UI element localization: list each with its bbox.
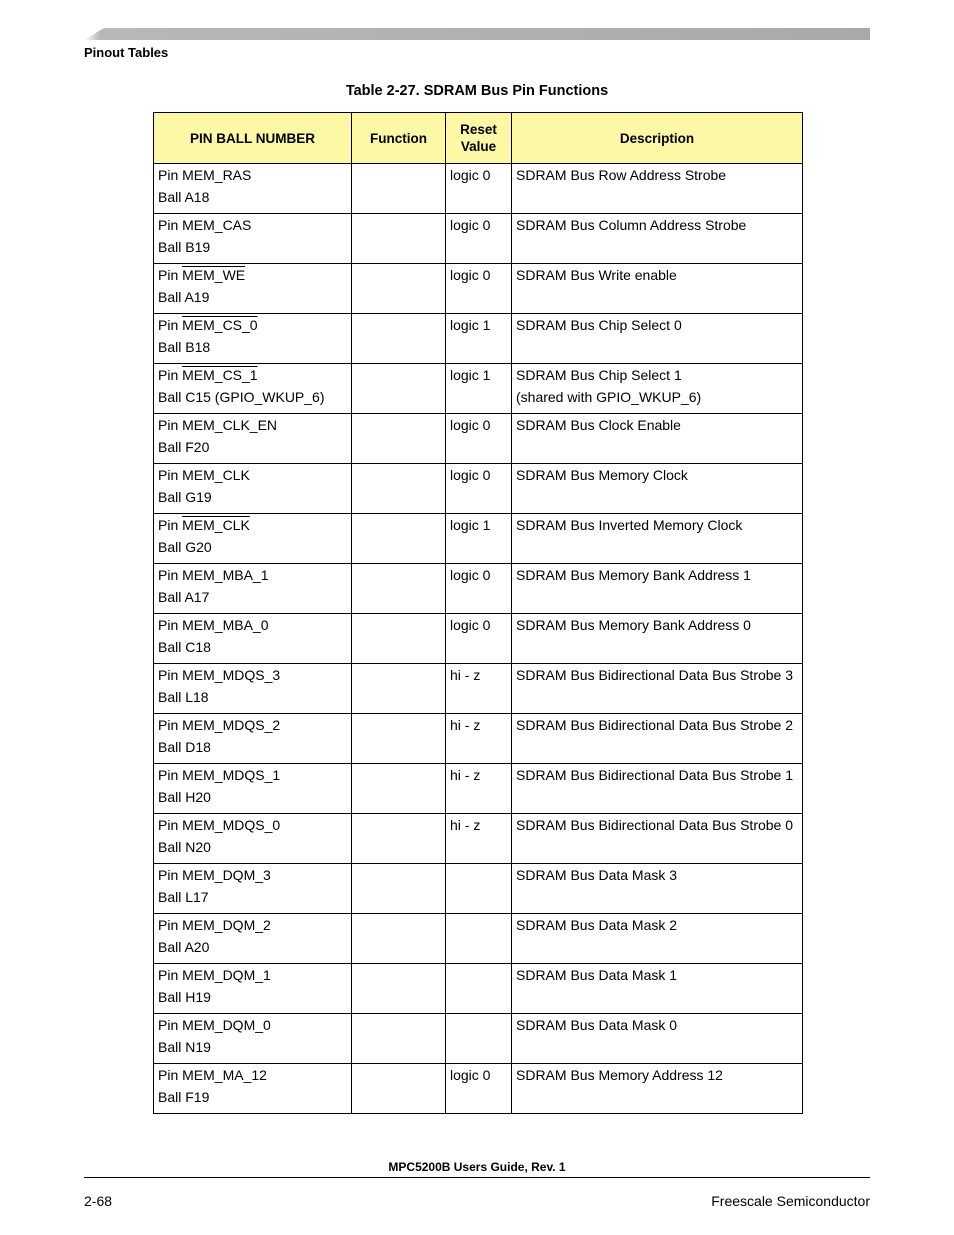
description-text: SDRAM Bus Row Address Strobe: [516, 167, 727, 183]
function-cell: [352, 164, 446, 214]
description-cell: [512, 1014, 803, 1064]
function-cell: [352, 364, 446, 414]
reset-value-cell: logic 1: [446, 314, 512, 364]
function-cell: [352, 564, 446, 614]
table-caption: Table 2-27. SDRAM Bus Pin Functions: [345, 83, 609, 99]
table-row: [154, 564, 803, 614]
pin-name: Pin MEM_RAS: [158, 167, 252, 183]
description-text: SDRAM Bus Memory Bank Address 0: [516, 617, 751, 633]
ball-number: Ball L18: [158, 689, 209, 705]
reset-value-cell: logic 1: [446, 364, 512, 414]
description-text: SDRAM Bus Data Mask 2: [516, 917, 678, 933]
function-cell: [352, 1064, 446, 1114]
ball-number: Ball B19: [158, 239, 211, 255]
description-text: SDRAM Bus Data Mask 1: [516, 967, 678, 983]
description-text: SDRAM Bus Memory Bank Address 1: [516, 567, 751, 583]
pin-ball-cell: [154, 914, 352, 964]
pin-ball-cell: [154, 164, 352, 214]
description-cell: [512, 414, 803, 464]
function-cell: [352, 764, 446, 814]
reset-value-cell: logic 0: [446, 1064, 512, 1114]
function-cell: [352, 864, 446, 914]
description-text: SDRAM Bus Bidirectional Data Bus Strobe 1: [516, 767, 794, 783]
ball-number: Ball G19: [158, 489, 212, 505]
ball-number: Ball N20: [158, 839, 211, 855]
description-text: SDRAM Bus Bidirectional Data Bus Strobe 3: [516, 667, 794, 683]
ball-number: Ball A20: [158, 939, 210, 955]
function-cell: [352, 514, 446, 564]
pin-ball-cell: [154, 964, 352, 1014]
description-cell: [512, 464, 803, 514]
active-low-signal: MEM_CS_1: [182, 367, 258, 383]
reset-value-cell: hi - z: [446, 764, 512, 814]
header-bar: [84, 28, 870, 40]
table-body: [154, 164, 803, 1114]
table-row: [154, 414, 803, 464]
description-cell: [512, 664, 803, 714]
column-header-function: Function: [352, 113, 446, 164]
ball-number: Ball A18: [158, 189, 210, 205]
reset-value-cell: [446, 864, 512, 914]
ball-number: Ball L17: [158, 889, 209, 905]
description-cell: [512, 864, 803, 914]
description-note: (shared with GPIO_WKUP_6): [516, 389, 702, 405]
ball-number: Ball H19: [158, 989, 211, 1005]
pin-ball-cell: [154, 714, 352, 764]
active-low-signal: MEM_CLK: [182, 517, 250, 533]
table-row: [154, 314, 803, 364]
pin-ball-cell: [154, 1014, 352, 1064]
table-row: [154, 914, 803, 964]
description-text: SDRAM Bus Memory Clock: [516, 467, 688, 483]
description-text: SDRAM Bus Inverted Memory Clock: [516, 517, 743, 533]
description-cell: [512, 814, 803, 864]
table-row: [154, 164, 803, 214]
description-cell: [512, 614, 803, 664]
function-cell: [352, 314, 446, 364]
ball-number: Ball C18: [158, 639, 211, 655]
reset-value-cell: [446, 1014, 512, 1064]
function-cell: [352, 614, 446, 664]
active-low-signal: MEM_CS_0: [182, 317, 258, 333]
table-row: [154, 364, 803, 414]
reset-value-cell: [446, 964, 512, 1014]
description-text: SDRAM Bus Bidirectional Data Bus Strobe 0: [516, 817, 794, 833]
column-header-reset-value: Reset Value: [446, 113, 512, 164]
reset-value-cell: hi - z: [446, 664, 512, 714]
description-text: SDRAM Bus Data Mask 0: [516, 1017, 678, 1033]
footer-doc-title: MPC5200B Users Guide, Rev. 1: [388, 1160, 566, 1174]
table-row: [154, 1064, 803, 1114]
pin-name: Pin MEM_DQM_2: [158, 917, 271, 933]
table-row: [154, 514, 803, 564]
description-text: SDRAM Bus Write enable: [516, 267, 677, 283]
description-cell: [512, 714, 803, 764]
pin-ball-cell: [154, 214, 352, 264]
ball-number: Ball C15 (GPIO_WKUP_6): [158, 389, 325, 405]
pin-ball-cell: [154, 764, 352, 814]
description-text: SDRAM Bus Column Address Strobe: [516, 217, 747, 233]
function-cell: [352, 264, 446, 314]
ball-number: Ball F20: [158, 439, 210, 455]
description-text: SDRAM Bus Bidirectional Data Bus Strobe 2: [516, 717, 794, 733]
pin-name: Pin MEM_MDQS_1: [158, 767, 281, 783]
description-text: SDRAM Bus Chip Select 1: [516, 367, 682, 383]
pin-ball-cell: [154, 564, 352, 614]
pin-name: Pin MEM_MBA_1: [158, 567, 269, 583]
pin-ball-cell: [154, 364, 352, 414]
table-row: [154, 764, 803, 814]
description-cell: [512, 564, 803, 614]
table-row: [154, 214, 803, 264]
description-cell: [512, 214, 803, 264]
pin-ball-cell: [154, 1064, 352, 1114]
pin-name: Pin MEM_DQM_1: [158, 967, 271, 983]
description-cell: [512, 264, 803, 314]
pin-name: Pin MEM_MDQS_0: [158, 817, 281, 833]
ball-number: Ball B18: [158, 339, 211, 355]
function-cell: [352, 664, 446, 714]
description-cell: [512, 964, 803, 1014]
function-cell: [352, 464, 446, 514]
reset-value-cell: logic 0: [446, 264, 512, 314]
function-cell: [352, 414, 446, 464]
pin-name: Pin MEM_DQM_0: [158, 1017, 271, 1033]
pin-name: Pin MEM_DQM_3: [158, 867, 271, 883]
pin-ball-cell: [154, 414, 352, 464]
ball-number: Ball A19: [158, 289, 210, 305]
pin-ball-cell: [154, 464, 352, 514]
reset-value-cell: logic 0: [446, 564, 512, 614]
description-cell: [512, 514, 803, 564]
reset-value-cell: hi - z: [446, 814, 512, 864]
table-row: [154, 814, 803, 864]
pin-name: Pin MEM_MDQS_3: [158, 667, 281, 683]
pin-name: Pin MEM_CLK: [158, 467, 250, 483]
sdram-pin-table: [153, 112, 803, 1114]
page-number: 2-68: [84, 1193, 113, 1209]
ball-number: Ball F19: [158, 1089, 210, 1105]
ball-number: Ball A17: [158, 589, 210, 605]
reset-value-cell: logic 0: [446, 414, 512, 464]
reset-value-cell: logic 0: [446, 214, 512, 264]
ball-number: Ball G20: [158, 539, 212, 555]
ball-number: Ball D18: [158, 739, 211, 755]
column-header-description: Description: [512, 113, 803, 164]
ball-number: Ball N19: [158, 1039, 211, 1055]
function-cell: [352, 814, 446, 864]
reset-value-cell: logic 0: [446, 164, 512, 214]
pin-ball-cell: [154, 264, 352, 314]
description-cell: [512, 364, 803, 414]
pin-ball-cell: [154, 314, 352, 364]
reset-value-cell: hi - z: [446, 714, 512, 764]
description-cell: [512, 764, 803, 814]
company-name: Freescale Semiconductor: [711, 1193, 870, 1209]
table-row: [154, 464, 803, 514]
section-title: Pinout Tables: [84, 45, 169, 60]
function-cell: [352, 914, 446, 964]
pin-name: Pin MEM_WE: [158, 267, 246, 283]
table-row: [154, 864, 803, 914]
description-cell: [512, 164, 803, 214]
ball-number: Ball H20: [158, 789, 211, 805]
column-header-pin-ball: PIN BALL NUMBER: [154, 113, 352, 164]
table-row: [154, 964, 803, 1014]
pin-name: Pin MEM_CS_1: [158, 367, 258, 383]
description-text: SDRAM Bus Memory Address 12: [516, 1067, 723, 1083]
pin-name: Pin MEM_CS_0: [158, 317, 258, 333]
pin-name: Pin MEM_MDQS_2: [158, 717, 281, 733]
pin-name: Pin MEM_MBA_0: [158, 617, 269, 633]
description-cell: [512, 314, 803, 364]
pin-ball-cell: [154, 614, 352, 664]
table-row: [154, 264, 803, 314]
active-low-signal: MEM_WE: [182, 267, 246, 283]
pin-ball-cell: [154, 814, 352, 864]
table-row: [154, 1014, 803, 1064]
table-row: [154, 714, 803, 764]
pin-ball-cell: [154, 864, 352, 914]
reset-value-cell: [446, 914, 512, 964]
pin-name: Pin MEM_MA_12: [158, 1067, 267, 1083]
footer-rule: [84, 1177, 870, 1178]
function-cell: [352, 714, 446, 764]
description-cell: [512, 914, 803, 964]
reset-value-cell: logic 1: [446, 514, 512, 564]
table-header-row: [154, 113, 803, 164]
pin-ball-cell: [154, 664, 352, 714]
reset-value-cell: logic 0: [446, 464, 512, 514]
table-row: [154, 614, 803, 664]
reset-value-cell: logic 0: [446, 614, 512, 664]
pin-name: Pin MEM_CLK: [158, 517, 250, 533]
function-cell: [352, 1014, 446, 1064]
function-cell: [352, 964, 446, 1014]
description-cell: [512, 1064, 803, 1114]
description-text: SDRAM Bus Chip Select 0: [516, 317, 682, 333]
pin-name: Pin MEM_CLK_EN: [158, 417, 278, 433]
function-cell: [352, 214, 446, 264]
description-text: SDRAM Bus Data Mask 3: [516, 867, 678, 883]
table-row: [154, 664, 803, 714]
description-text: SDRAM Bus Clock Enable: [516, 417, 681, 433]
pin-ball-cell: [154, 514, 352, 564]
pin-name: Pin MEM_CAS: [158, 217, 252, 233]
